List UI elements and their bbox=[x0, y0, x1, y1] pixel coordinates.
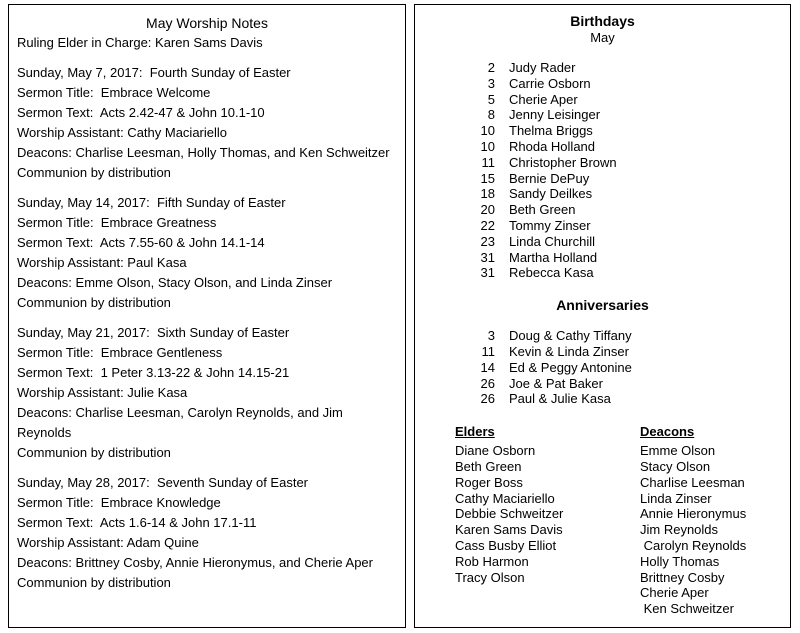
birthday-name: Linda Churchill bbox=[509, 233, 595, 249]
service-block-may-28 bbox=[17, 473, 397, 593]
worship-notes-panel bbox=[8, 4, 406, 628]
elders-column bbox=[455, 423, 640, 617]
worship-assistant-line: Worship Assistant: Paul Kasa bbox=[17, 255, 187, 270]
anniversary-entry bbox=[465, 391, 780, 407]
deacons-line: Deacons: Emme Olson, Stacy Olson, and Linda Zinser bbox=[17, 275, 333, 290]
worship-assistant-line: Worship Assistant: Julie Kasa bbox=[17, 385, 188, 400]
birthday-day: 2 bbox=[487, 60, 495, 75]
service-block-may-21 bbox=[17, 323, 397, 463]
elder-name: Cathy Maciariello bbox=[455, 490, 555, 506]
birthday-day: 23 bbox=[480, 233, 495, 249]
birthday-name: Tommy Zinser bbox=[509, 217, 591, 233]
anniversary-name: Ed & Peggy Antonine bbox=[509, 359, 632, 375]
sermon-text-line: Sermon Text: 1 Peter 3.13-22 & John 14.15-21 bbox=[17, 365, 290, 380]
anniversaries-list bbox=[425, 328, 780, 407]
anniversary-name: Joe & Pat Baker bbox=[509, 375, 603, 391]
anniversary-day: 11 bbox=[481, 343, 495, 359]
birthday-day: 31 bbox=[480, 249, 495, 265]
anniversary-entry bbox=[465, 328, 780, 344]
officers-section bbox=[425, 423, 780, 617]
birthday-name: Judy Rader bbox=[509, 60, 576, 75]
anniversary-day: 14 bbox=[480, 359, 495, 375]
birthday-name: Beth Green bbox=[509, 202, 576, 218]
anniversary-entry bbox=[465, 344, 780, 360]
deacon-name: Charlise Leesman bbox=[640, 474, 745, 490]
deacons-line: Deacons: Charlise Leesman, Carolyn Reynolds, and Jim Reynolds bbox=[17, 405, 347, 440]
birthday-entry bbox=[465, 92, 780, 108]
deacons-line: Deacons: Brittney Cosby, Annie Hieronymus, and Cherie Aper bbox=[17, 555, 373, 570]
anniversary-entry bbox=[465, 360, 780, 376]
service-block-may-14 bbox=[17, 193, 397, 313]
elder-name: Roger Boss bbox=[455, 474, 523, 490]
birthday-entry bbox=[465, 139, 780, 155]
service-date-line: Sunday, May 28, 2017: Seventh Sunday of Easter bbox=[17, 475, 309, 490]
elder-name: Cass Busby Elliot bbox=[455, 537, 557, 553]
deacon-name: Stacy Olson bbox=[640, 458, 711, 474]
page-title: May Worship Notes bbox=[146, 15, 268, 31]
anniversary-name: Kevin & Linda Zinser bbox=[509, 343, 629, 359]
birthday-name: Bernie DePuy bbox=[509, 170, 590, 186]
deacon-name: Holly Thomas bbox=[640, 553, 720, 569]
sermon-title-line: Sermon Title: Embrace Gentleness bbox=[17, 345, 223, 360]
birthday-name: Martha Holland bbox=[509, 249, 598, 265]
birthday-day: 18 bbox=[480, 186, 495, 202]
events-panel bbox=[414, 4, 791, 628]
anniversary-day: 3 bbox=[487, 328, 495, 344]
birthday-name: Sandy Deilkes bbox=[509, 186, 593, 202]
birthday-entry bbox=[465, 123, 780, 139]
anniversary-name: Paul & Julie Kasa bbox=[509, 391, 611, 407]
birthday-entry bbox=[465, 250, 780, 266]
birthday-entry bbox=[465, 218, 780, 234]
sermon-text-line: Sermon Text: Acts 1.6-14 & John 17.1-11 bbox=[17, 515, 257, 530]
worship-assistant-line: Worship Assistant: Adam Quine bbox=[17, 535, 199, 550]
birthday-name: Carrie Osborn bbox=[509, 75, 591, 91]
birthday-day: 20 bbox=[480, 202, 495, 218]
communion-line: Communion by distribution bbox=[17, 575, 171, 590]
birthday-entry bbox=[465, 265, 780, 281]
elder-name: Diane Osborn bbox=[455, 443, 536, 459]
birthday-day: 10 bbox=[480, 138, 495, 154]
birthday-name: Rebecca Kasa bbox=[509, 265, 594, 281]
deacons-line: Deacons: Charlise Leesman, Holly Thomas, and Ken Schweitzer bbox=[17, 145, 390, 160]
sermon-title-line: Sermon Title: Embrace Greatness bbox=[17, 215, 217, 230]
anniversary-name: Doug & Cathy Tiffany bbox=[509, 328, 632, 344]
anniversary-day: 26 bbox=[480, 391, 495, 407]
elder-name: Beth Green bbox=[455, 458, 522, 474]
birthdays-month: May bbox=[590, 30, 615, 45]
sermon-text-line: Sermon Text: Acts 7.55-60 & John 14.1-14 bbox=[17, 235, 265, 250]
deacon-name: Jim Reynolds bbox=[640, 522, 719, 538]
service-date-line: Sunday, May 7, 2017: Fourth Sunday of Easter bbox=[17, 65, 291, 80]
birthday-day: 31 bbox=[480, 265, 495, 281]
birthday-day: 22 bbox=[480, 217, 495, 233]
anniversary-day: 26 bbox=[480, 375, 495, 391]
birthday-entry bbox=[465, 76, 780, 92]
deacon-name: Carolyn Reynolds bbox=[640, 537, 747, 553]
anniversaries-heading: Anniversaries bbox=[556, 297, 649, 314]
birthday-name: Thelma Briggs bbox=[509, 123, 593, 139]
sermon-text-line: Sermon Text: Acts 2.42-47 & John 10.1-10 bbox=[17, 105, 265, 120]
birthday-day: 8 bbox=[487, 107, 495, 123]
birthdays-heading: Birthdays bbox=[570, 13, 635, 29]
birthday-name: Jenny Leisinger bbox=[509, 107, 601, 123]
birthday-name: Christopher Brown bbox=[509, 154, 617, 170]
birthday-day: 10 bbox=[480, 123, 495, 139]
birthday-day: 5 bbox=[487, 91, 495, 107]
deacon-name: Annie Hieronymus bbox=[640, 506, 747, 522]
birthday-day: 3 bbox=[487, 75, 495, 91]
communion-line: Communion by distribution bbox=[17, 165, 171, 180]
elder-name: Tracy Olson bbox=[455, 569, 525, 585]
worship-assistant-line: Worship Assistant: Cathy Maciariello bbox=[17, 125, 228, 140]
birthday-day: 15 bbox=[480, 170, 495, 186]
service-date-line: Sunday, May 14, 2017: Fifth Sunday of Easter bbox=[17, 195, 286, 210]
sermon-title-line: Sermon Title: Embrace Knowledge bbox=[17, 495, 221, 510]
anniversary-entry bbox=[465, 376, 780, 392]
deacon-name: Brittney Cosby bbox=[640, 569, 725, 585]
service-date-line: Sunday, May 21, 2017: Sixth Sunday of Easter bbox=[17, 325, 290, 340]
birthday-entry bbox=[465, 107, 780, 123]
communion-line: Communion by distribution bbox=[17, 295, 171, 310]
ruling-elder-line: Ruling Elder in Charge: Karen Sams Davis bbox=[17, 35, 263, 50]
sermon-title-line: Sermon Title: Embrace Welcome bbox=[17, 85, 211, 100]
deacon-name: Emme Olson bbox=[640, 443, 716, 459]
birthday-name: Cherie Aper bbox=[509, 91, 578, 107]
deacon-name: Cherie Aper bbox=[640, 585, 709, 601]
birthday-entry bbox=[465, 171, 780, 187]
deacon-name: Linda Zinser bbox=[640, 490, 712, 506]
elder-name: Rob Harmon bbox=[455, 553, 529, 569]
birthday-entry bbox=[465, 202, 780, 218]
birthday-entry bbox=[465, 60, 780, 76]
elder-name: Debbie Schweitzer bbox=[455, 506, 564, 522]
deacon-name: Ken Schweitzer bbox=[640, 601, 734, 617]
communion-line: Communion by distribution bbox=[17, 445, 171, 460]
elders-heading: Elders bbox=[455, 424, 495, 440]
birthday-entry bbox=[465, 155, 780, 171]
birthdays-list bbox=[425, 60, 780, 281]
birthday-day: 11 bbox=[481, 154, 495, 170]
birthday-entry bbox=[465, 234, 780, 250]
elder-name: Karen Sams Davis bbox=[455, 522, 563, 538]
deacons-column bbox=[640, 423, 780, 617]
birthday-entry bbox=[465, 186, 780, 202]
birthday-name: Rhoda Holland bbox=[509, 138, 596, 154]
service-block-may-7 bbox=[17, 63, 397, 183]
deacons-heading: Deacons bbox=[640, 424, 695, 440]
